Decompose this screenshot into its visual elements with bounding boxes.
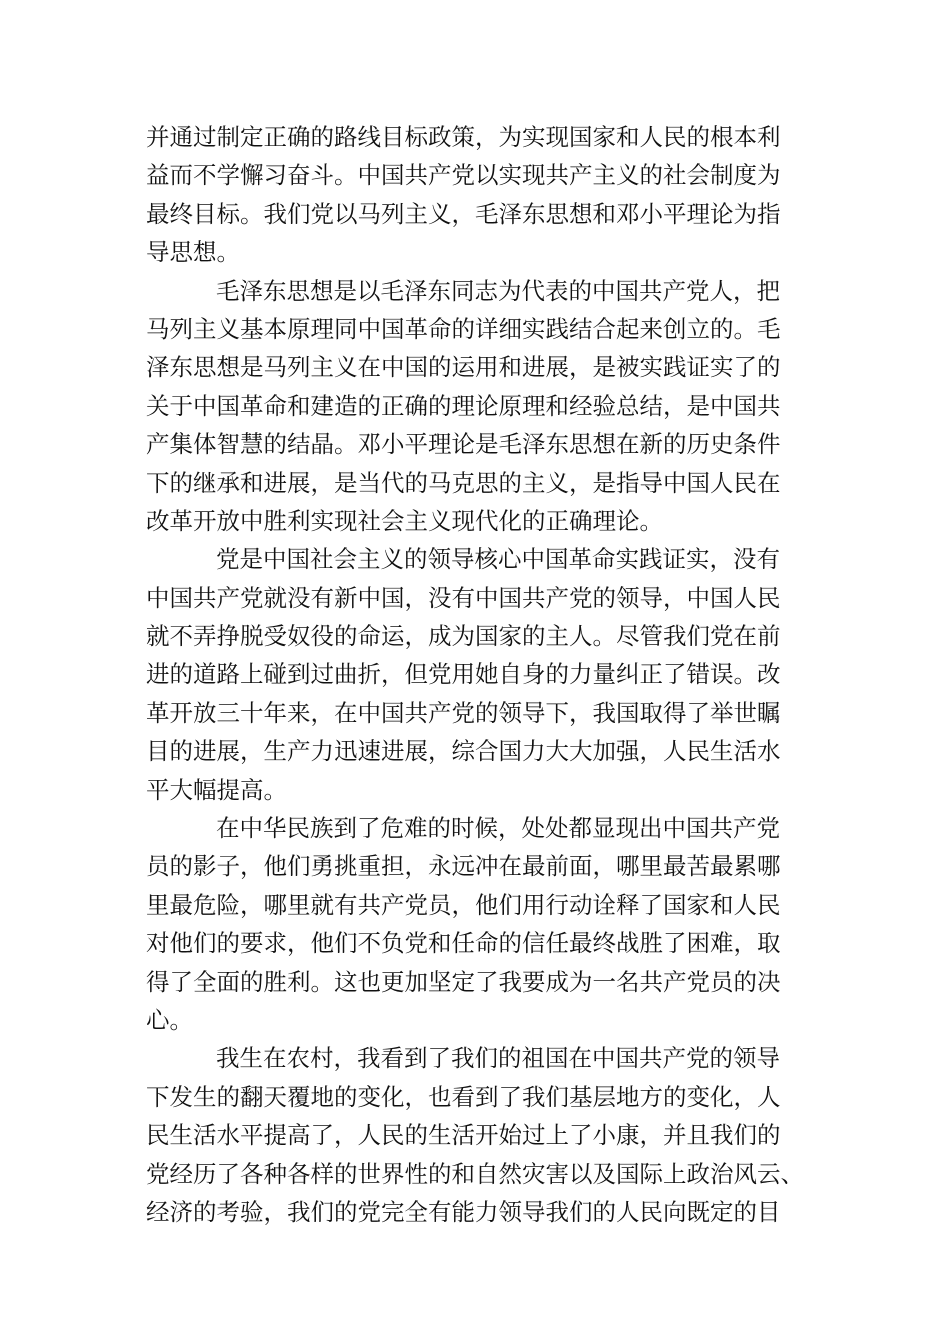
paragraph-first-line: 毛泽东思想是以毛泽东同志为代表的中国共产党人，把 (216, 276, 780, 305)
text-line: 目的进展，生产力迅速进展，综合国力大大加强，人民生活水 (146, 737, 781, 766)
text-line: 进的道路上碰到过曲折，但党用她自身的力量纠正了错误。改 (146, 660, 781, 689)
text-line: 中国共产党就没有新中国，没有中国共产党的领导，中国人民 (146, 583, 781, 612)
text-line: 益而不学懈习奋斗。中国共产党以实现共产主义的社会制度为 (146, 161, 781, 190)
text-line: 员的影子，他们勇挑重担，永远冲在最前面，哪里最苦最累哪 (146, 852, 781, 881)
text-line: 里最危险，哪里就有共产党员，他们用行动诠释了国家和人民 (146, 890, 781, 919)
text-line: 导思想。 (146, 238, 240, 267)
text-line: 产集体智慧的结晶。邓小平理论是毛泽东思想在新的历史条件 (146, 430, 781, 459)
text-line: 党经历了各种各样的世界性的和自然灾害以及国际上政治风云、 (146, 1159, 804, 1188)
text-line: 泽东思想是马列主义在中国的运用和进展，是被实践证实了的 (146, 353, 781, 382)
text-line: 革开放三十年来，在中国共产党的领导下，我国取得了举世瞩 (146, 698, 781, 727)
paragraph-first-line: 党是中国社会主义的领导核心中国革命实践证实，没有 (216, 545, 780, 574)
text-line: 得了全面的胜利。这也更加坚定了我要成为一名共产党员的决 (146, 967, 781, 996)
text-line: 并通过制定正确的路线目标政策，为实现国家和人民的根本利 (146, 123, 781, 151)
text-line: 关于中国革命和建造的正确的理论原理和经验总结，是中国共 (146, 391, 781, 420)
text-line: 下发生的翻天覆地的变化，也看到了我们基层地方的变化，人 (146, 1082, 781, 1111)
text-line: 民生活水平提高了，人民的生活开始过上了小康，并且我们的 (146, 1121, 781, 1150)
paragraph-first-line: 我生在农村，我看到了我们的祖国在中国共产党的领导 (216, 1044, 780, 1073)
text-line: 对他们的要求，他们不负党和任命的信任最终战胜了困难，取 (146, 929, 781, 958)
text-line: 马列主义基本原理同中国革命的详细实践结合起来创立的。毛 (146, 314, 781, 343)
body-text (146, 118, 806, 1231)
text-line: 经济的考验，我们的党完全有能力领导我们的人民向既定的目 (146, 1197, 781, 1226)
text-line: 下的继承和进展，是当代的马克思的主义，是指导中国人民在 (146, 468, 781, 497)
text-line: 改革开放中胜利实现社会主义现代化的正确理论。 (146, 506, 663, 535)
text-line: 最终目标。我们党以马列主义，毛泽东思想和邓小平理论为指 (146, 199, 781, 228)
paragraph-first-line: 在中华民族到了危难的时候，处处都显现出中国共产党 (216, 814, 780, 843)
text-line: 就不弄挣脱受奴役的命运，成为国家的主人。尽管我们党在前 (146, 622, 781, 651)
text-line: 平大幅提高。 (146, 775, 287, 804)
text-line: 心。 (146, 1005, 193, 1034)
